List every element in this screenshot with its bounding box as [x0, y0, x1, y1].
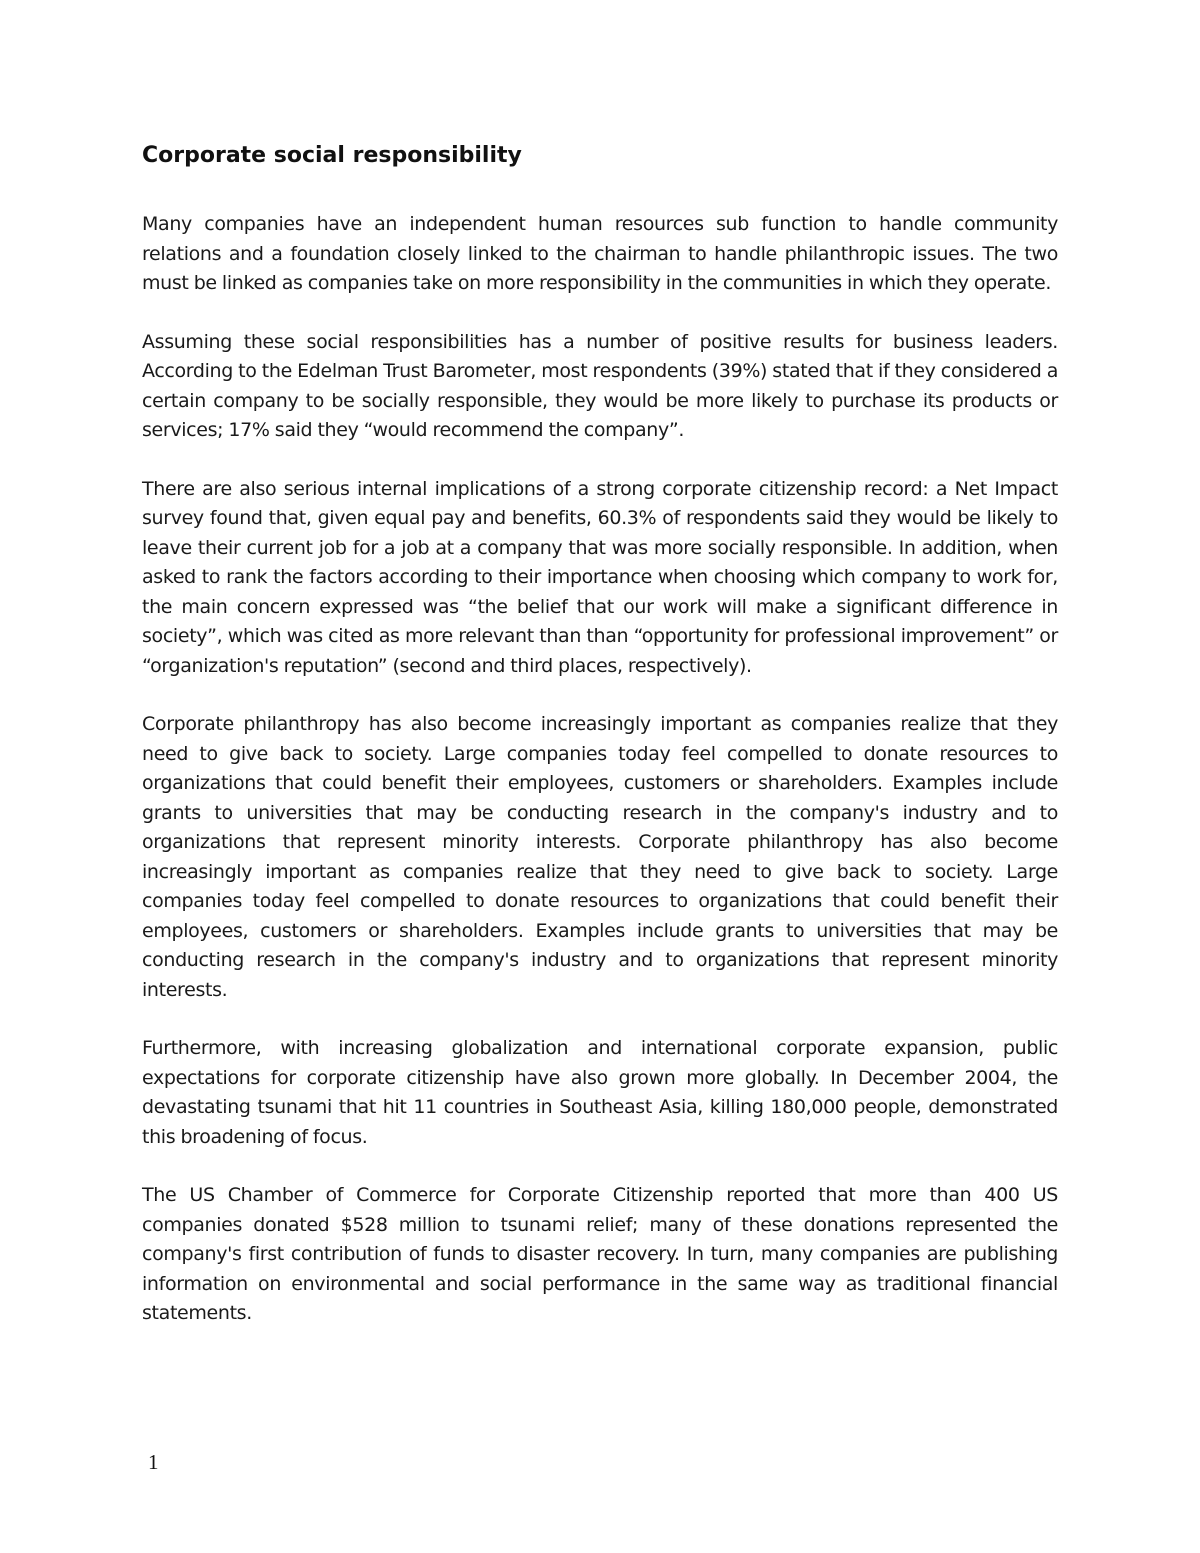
paragraph-2: Assuming these social responsibilities has a number of positive results for business leaders. According to the Edelman Trust Barometer, most respondents (39%) stated that if they considered a certain company to be socially responsible, they would be more likely to purchase its products or services; 17% said they “would recommend the company”. [142, 330, 1058, 441]
paragraph-5: Furthermore, with increasing globalization and international corporate expansion, public expectations for corporate citizenship have also grown more globally. In December 2004, the devastating tsunami that hit 11 countries in Southeast Asia, killing 180,000 people, demonstrated this broadening of focus. [142, 1037, 1058, 1148]
document-title: Corporate social responsibility [142, 143, 522, 168]
paragraph-3: There are also serious internal implications of a strong corporate citizenship record: a Net Impact survey found that, given equal pay and benefits, 60.3% of respondents said they would be likely to leave their current job for a job at a company that was more socially responsible. In addition, when asked to rank the factors according to their importance when choosing which company to work for, the main concern expressed was “the belief that our work will make a significant difference in society”, which was cited as more relevant than than “opportunity for professional improvement” or “organization's reputation” (second and third places, respectively). [142, 477, 1058, 677]
document-body [142, 140, 1058, 1358]
paragraph-1: Many companies have an independent human resources sub function to handle community relations and a foundation closely linked to the chairman to handle philanthropic issues. The two must be linked as companies take on more responsibility in the communities in which they operate. [142, 213, 1058, 294]
paragraph-6: The US Chamber of Commerce for Corporate Citizenship reported that more than 400 US companies donated $528 million to tsunami relief; many of these donations represented the company's first contribution of funds to disaster recovery. In turn, many companies are publishing information on environmental and social performance in the same way as traditional financial statements. [142, 1184, 1058, 1324]
page-number: 1 [148, 1450, 159, 1474]
paragraph-4: Corporate philanthropy has also become increasingly important as companies realize that they need to give back to society. Large companies today feel compelled to donate resources to organizations that could benefit their employees, customers or shareholders. Examples include grants to universities that may be conducting research in the company's industry and to organizations that represent minority interests. Corporate philanthropy has also become increasingly important as companies realize that they need to give back to society. Large companies today feel compelled to donate resources to organizations that could benefit their employees, customers or shareholders. Examples include grants to universities that may be conducting research in the company's industry and to organizations that represent minority interests. [142, 713, 1058, 1001]
